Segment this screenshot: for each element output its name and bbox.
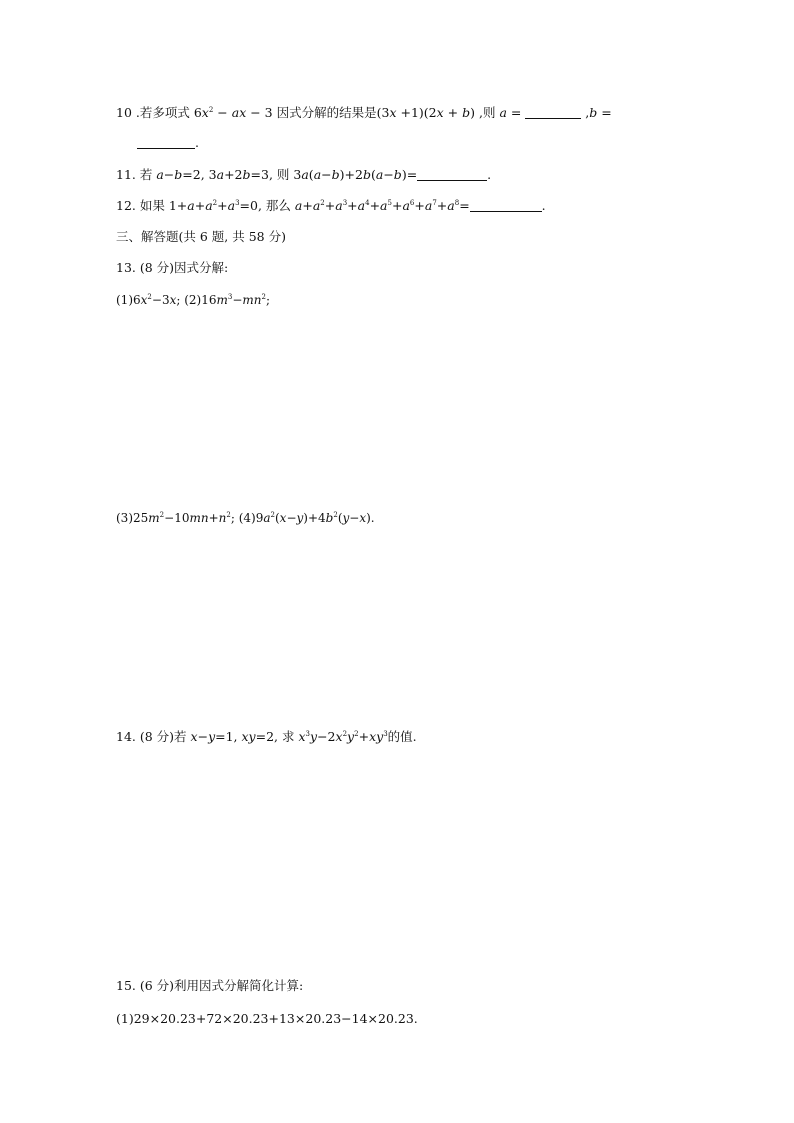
question-15-part-1: (1)29×20.23+72×20.23+13×20.23−14×20.23.	[116, 1011, 418, 1026]
answer-blank-b[interactable]	[137, 137, 195, 149]
question-11: 11. 若 a−b=2, 3a+2b=3, 则 3a(a−b)+2b(a−b)= .	[116, 167, 492, 182]
section-heading: 三、解答题(共 6 题, 共 58 分)	[116, 229, 286, 244]
answer-blank-11[interactable]	[417, 169, 487, 181]
question-14: 14. (8 分)若 x−y=1, xy=2, 求 $x^3y-2x^2y^2+xy^3$的值.	[116, 729, 417, 744]
question-13-title: 13. (8 分)因式分解:	[116, 260, 229, 275]
answer-blank-a[interactable]	[525, 107, 581, 119]
question-13-parts-3-4: $(3)25m^2-10mn+n^2$; $(4)9a^2(x-y)+4b^2(y-x)$.	[116, 511, 375, 525]
question-10: 10 .若多项式 $6x^2$ − ax − 3 因式分解的结果是(3x +1)(2x + b) ,则 a = ,b =	[116, 105, 612, 120]
question-15-title: 15. (6 分)利用因式分解简化计算:	[116, 978, 304, 993]
question-10-continued: .	[137, 135, 199, 151]
question-13-parts-1-2: $(1)6x^2-3x$; $(2)16m^3-mn^2$;	[116, 293, 271, 307]
answer-blank-12[interactable]	[470, 200, 542, 212]
question-12: 12. 如果 $1+a+a^2+a^3=0$, 那么 $a+a^2+a^3+a^4+a^5+a^6+a^7+a^8=$ .	[116, 198, 546, 213]
